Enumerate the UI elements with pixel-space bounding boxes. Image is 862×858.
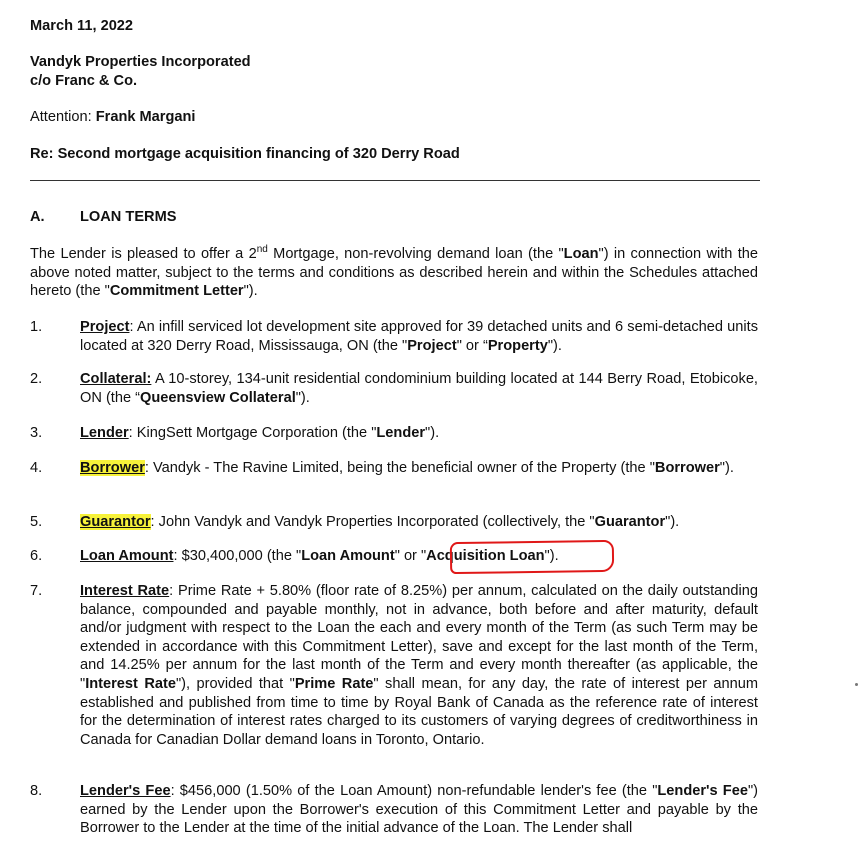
loan-term-item-loan-amount: 6. Loan Amount: $30,400,000 (the "Loan Amount" or "Acquisition Loan"). [30,548,559,564]
loan-term-item-collateral: 2. Collateral: A 10-storey, 134-unit residential condominium building located at 144 Berry Road, Etobicoke, ON (the “Queensview Collateral"). [30,371,758,406]
intro-paragraph: The Lender is pleased to offer a 2nd Mortgage, non-revolving demand loan (the "Loan") in connection with the above noted matter, subject to the terms and conditions as described herein and within the Schedules attached hereto (the "Commitment Letter"). [30,244,758,300]
attention-name: Frank Margani [95,109,196,125]
term-label: Lender [80,425,129,441]
term-label-highlighted: Guarantor [80,514,151,530]
attention-line [30,108,195,127]
letter-date: March 11, 2022 [30,18,134,34]
loan-term-item-interest-rate: 7. Interest Rate: Prime Rate + 5.80% (floor rate of 8.25%) per annum, calculated on the daily outstanding balance, compounded and payable monthly, not in advance, both before and after maturity, default and/or judgment with respect to the Loan the each and every month of the Term (as such Term may be extended in accordance with this Commitment Letter), save and except for the last month of the Term, and 14.25% per annum for the last month of the Term and every month thereafter (as applicable, the "Interest Rate"), provided that "Prime Rate" shall mean, for any day, the rate of interest per annum established and published from time to time by Royal Bank of Canada as the reference rate of interest for the determination of interest rates charged to its customers of varying degrees of creditworthiness in Canada for Canadian Dollar demand loans in Toronto, Ontario. [30,583,759,748]
term-label-highlighted: Borrower [80,460,145,476]
divider-rule [30,180,760,181]
re-line: Re: Second mortgage acquisition financing of 320 Derry Road [30,146,460,162]
addressee-company: Vandyk Properties Incorporated [30,54,251,70]
addressee-care-of: c/o Franc & Co. [30,72,138,89]
scan-speck [855,683,858,686]
term-label: Project [80,319,130,335]
section-title: LOAN TERMS [80,209,177,225]
loan-term-item-borrower: 4. Borrower: Vandyk - The Ravine Limited, being the beneficial owner of the Property (the "Borrower"). [30,460,734,476]
addressee-block [30,53,251,90]
term-label: Loan Amount [80,548,174,564]
attention-label: Attention: [30,109,92,125]
section-heading [30,208,176,227]
term-label: Lender's Fee [80,783,171,799]
red-annotation-circle [450,540,614,574]
term-label: Collateral: [80,371,152,387]
term-label: Interest Rate [80,583,170,599]
section-number: A. [30,209,45,225]
loan-term-item-guarantor: 5. Guarantor: John Vandyk and Vandyk Properties Incorporated (collectively, the "Guarantor"). [30,514,680,530]
loan-term-item-lender: 3. Lender: KingSett Mortgage Corporation (the "Lender"). [30,425,440,441]
loan-term-item-lenders-fee: 8. Lender's Fee: $456,000 (1.50% of the Loan Amount) non-refundable lender's fee (the "Lender's Fee") earned by the Lender upon the Borrower's execution of this Commitment Letter and payable by the Borrower to the Lender at the time of the initial advance of the Loan. The Lender shall [30,783,759,837]
loan-term-item-project: 1. Project: An infill serviced lot development site approved for 39 detached units and 6 semi-detached units located at 320 Derry Road, Mississauga, ON (the "Project" or “Property"). [30,319,758,354]
